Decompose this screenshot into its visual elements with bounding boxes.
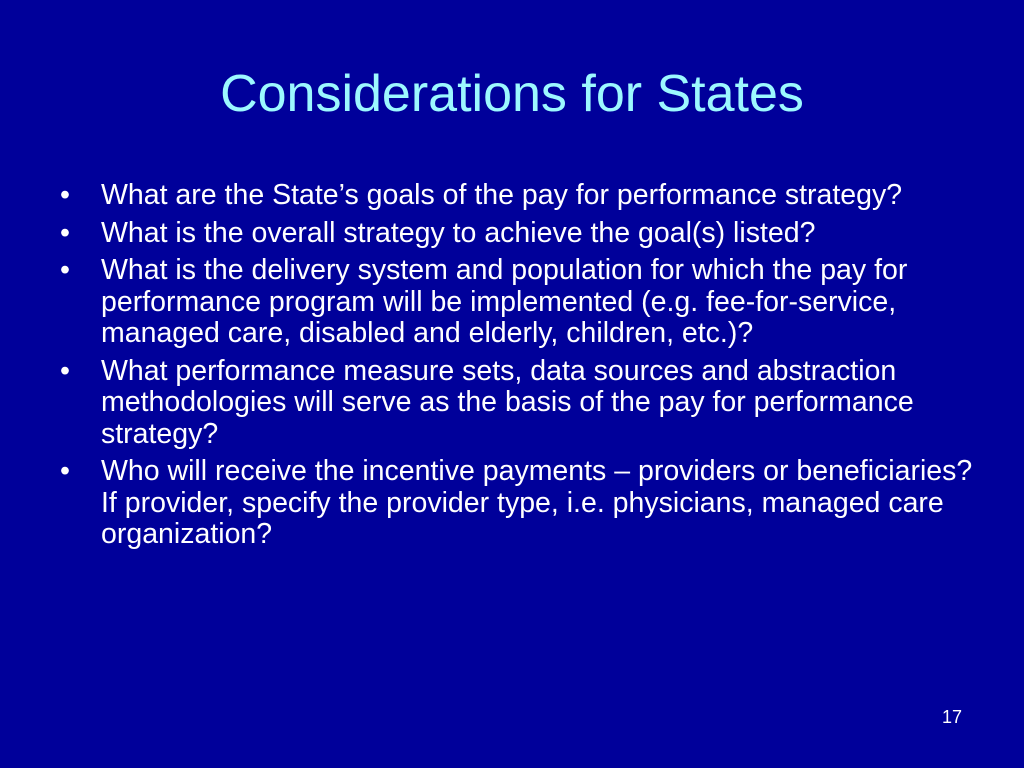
bullet-marker: •	[60, 455, 70, 487]
bullet-list	[60, 180, 980, 557]
bullet-item	[60, 180, 980, 212]
slide-title: Considerations for States	[220, 65, 804, 123]
page-number: 17	[941, 707, 962, 727]
bullet-text: What is the overall strategy to achieve the goal(s) listed?	[101, 216, 816, 249]
bullet-item	[60, 356, 980, 451]
bullet-item	[60, 255, 980, 350]
bullet-text: What are the State’s goals of the pay for performance strategy?	[101, 179, 903, 211]
bullet-marker: •	[60, 216, 70, 249]
bullet-text: Who will receive the incentive payments – providers or beneficiaries? If provider, specify the provider type, i.e. physicians, managed care organization?	[101, 455, 973, 550]
bullet-text: What is the delivery system and population for which the pay for performance program will be implemented (e.g. fee-for-service, managed care, disabled and elderly, children, etc.)?	[101, 254, 908, 349]
bullet-text: What performance measure sets, data sources and abstraction methodologies will serve as the basis of the pay for performance strategy?	[101, 354, 914, 450]
bullet-item	[60, 218, 980, 250]
bullet-marker: •	[60, 354, 70, 387]
bullet-marker: •	[60, 254, 70, 286]
bullet-marker: •	[60, 179, 70, 211]
bullet-item	[60, 456, 980, 551]
